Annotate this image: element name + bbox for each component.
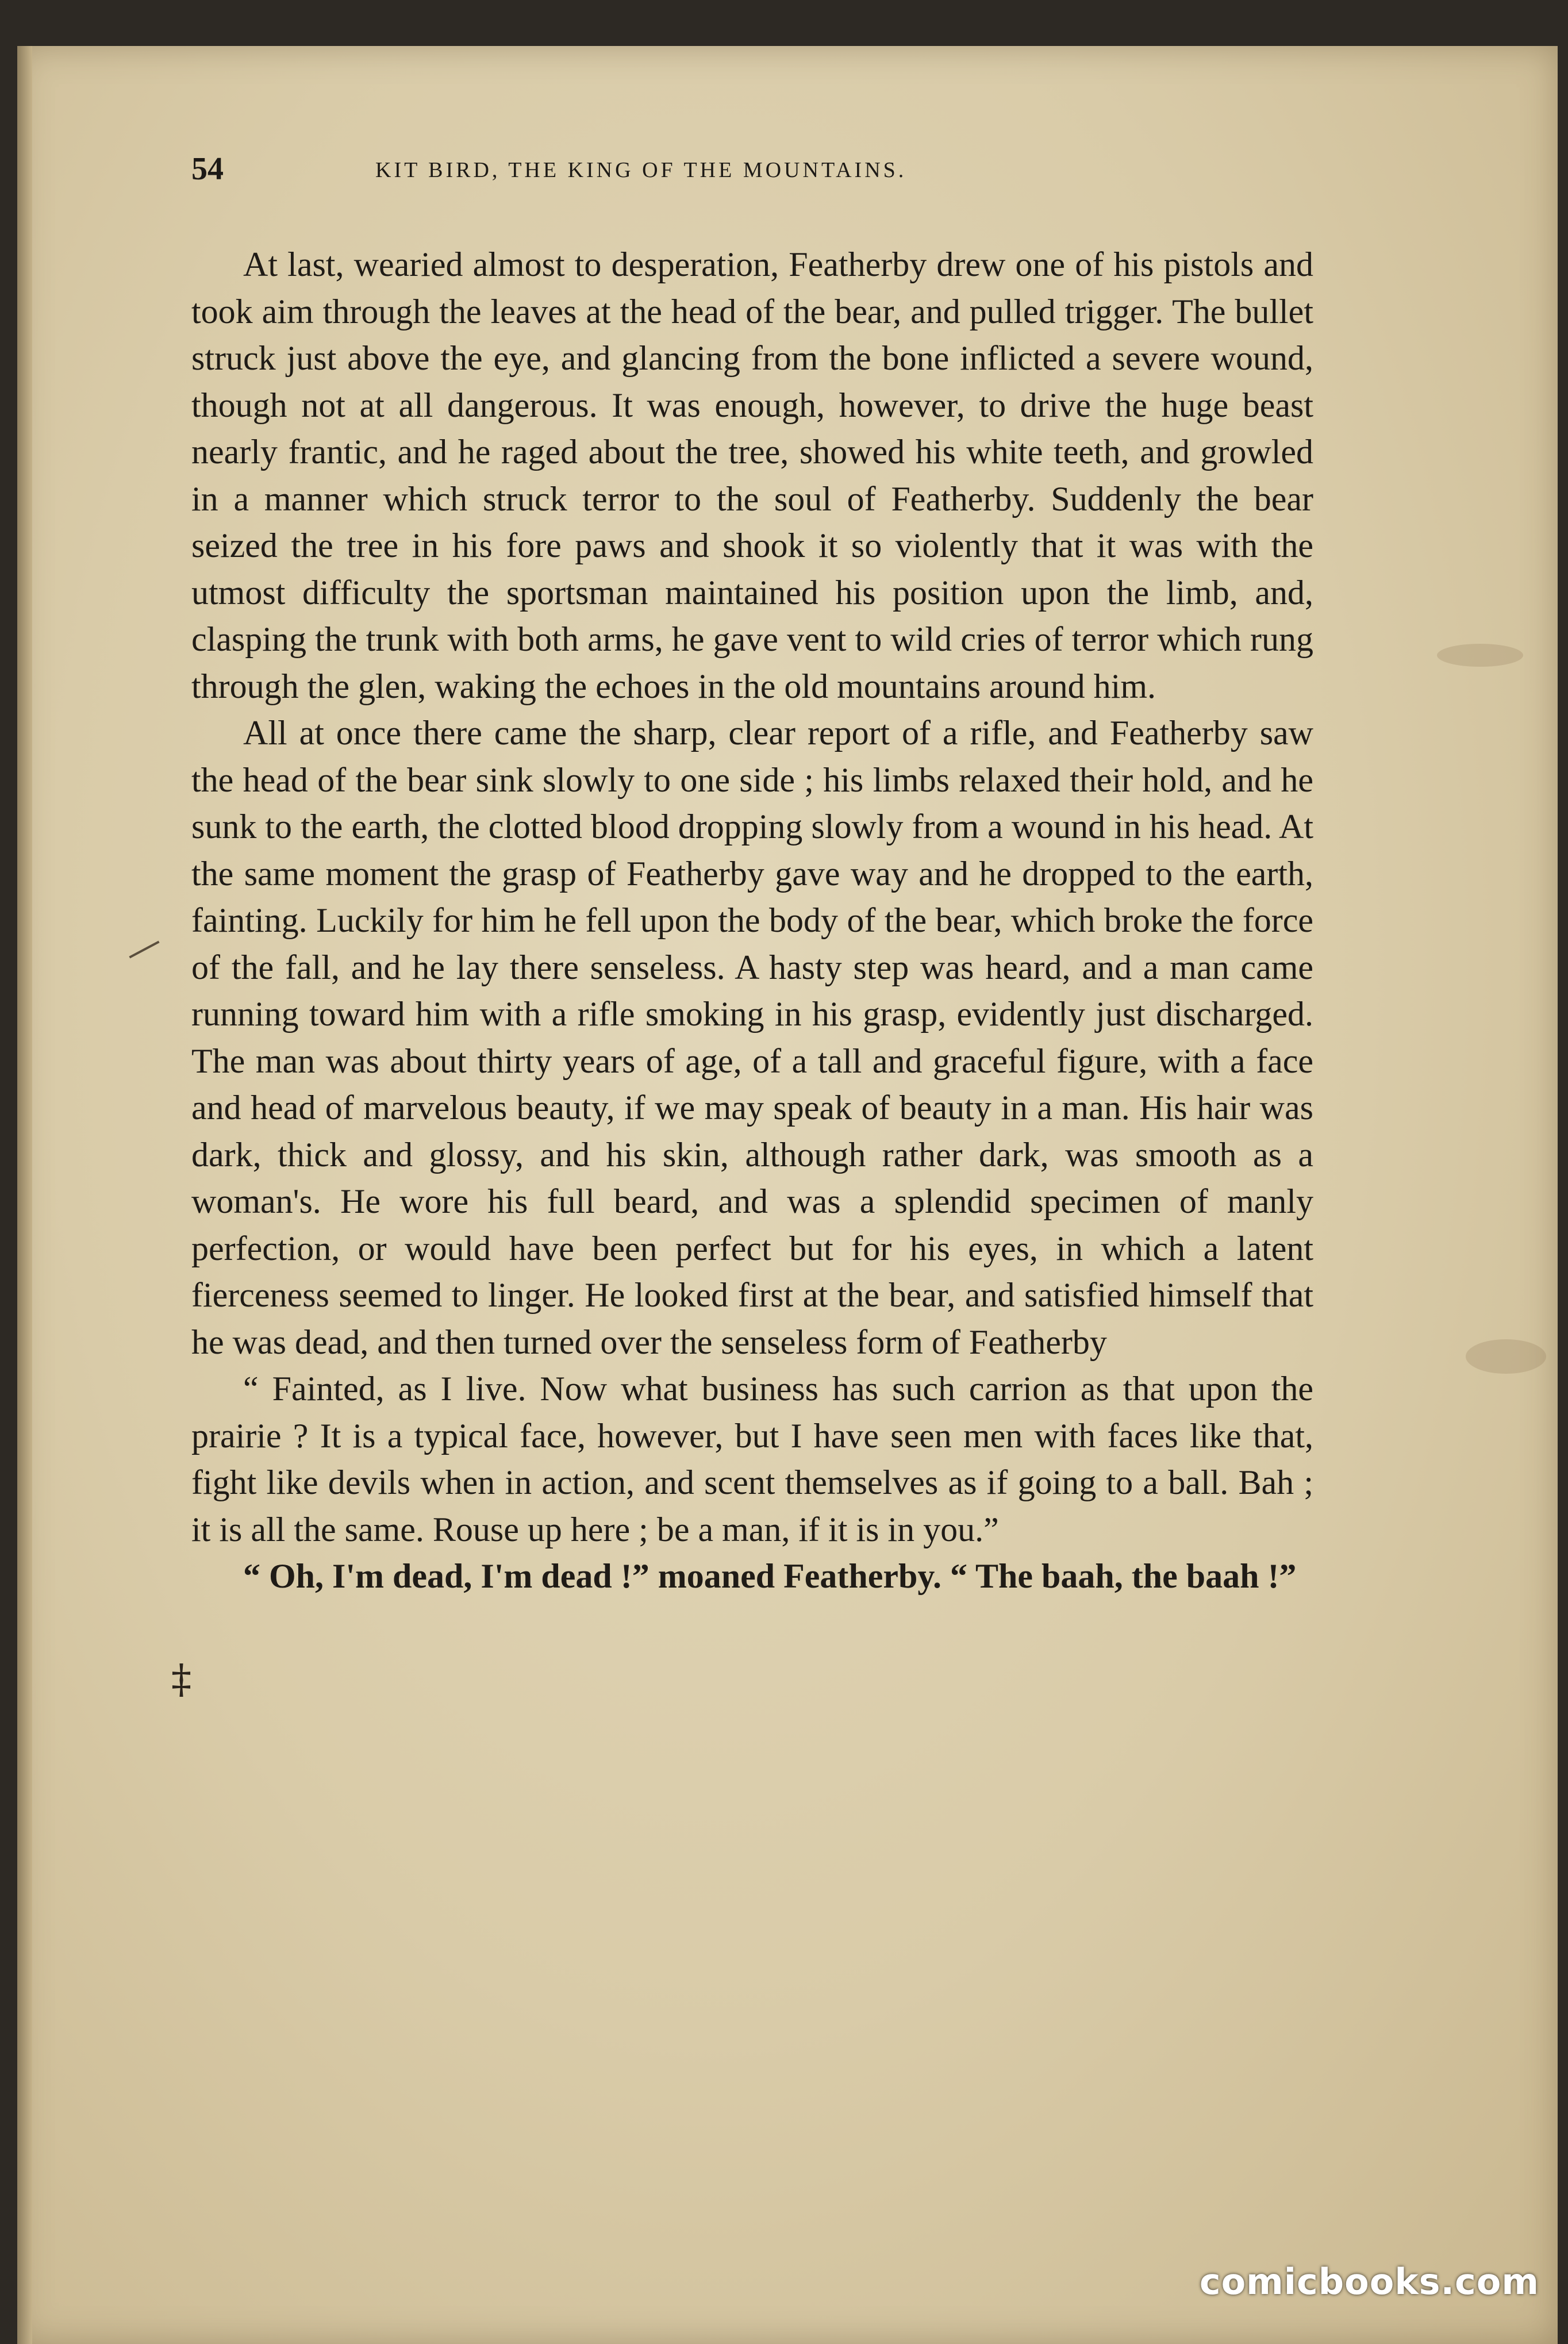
page-number: 54	[191, 151, 224, 187]
page-binding-edge	[17, 46, 32, 2344]
running-head: KIT BIRD, THE KING OF THE MOUNTAINS.	[375, 158, 907, 182]
paragraph: All at once there came the sharp, clear report of a rifle, and Featherby saw the head of the bear sink slowly to one side ; his limbs relaxed their hold, and he sunk to the earth, the clotted blood dropping slowly from a wound in his head. At the same moment the grasp of Featherby gave way and he dropped to the earth, fainting. Luckily for him he fell upon the body of the bear, which broke the force of the fall, and he lay there senseless. A hasty step was heard, and a man came running toward him with a rifle smoking in his grasp, evidently just discharged. The man was about thirty years of age, of a tall and graceful figure, with a face and head of marvelous beauty, if we may speak of beauty in a man. His hair was dark, thick and glossy, and his skin, although rather dark, was smooth as a woman's. He wore his full beard, and was a splendid specimen of manly perfection, or would have been perfect but for his eyes, in which a latent fierceness seemed to linger. He looked first at the bear, and satisfied himself that he was dead, and then turned over the senseless form of Featherby	[191, 714, 1313, 1361]
paragraph: “ Oh, I'm dead, I'm dead !” moaned Featherby. “ The baah, the baah !”	[243, 1557, 1297, 1595]
paper-stain	[1466, 1339, 1546, 1374]
body-text	[191, 241, 1313, 1600]
ink-mark: ‡	[171, 1655, 191, 1703]
watermark: comicbooks.com	[1199, 2261, 1539, 2303]
page-header	[191, 151, 1169, 197]
paragraph: “ Fainted, as I live. Now what business has such carrion as that upon the prairie ? It is a typical face, however, but I have seen men with faces like that, fight like devils when in action, and scent themselves as if going to a ball. Bah ; it is all the same. Rouse up here ; be a man, if it is in you.”	[191, 1370, 1313, 1548]
paragraph: At last, wearied almost to desperation, Featherby drew one of his pistols and took aim through the leaves at the head of the bear, and pulled trigger. The bullet struck just above the eye, and glancing from the bone inflicted a severe wound, though not at all dangerous. It was enough, however, to drive the huge beast nearly frantic, and he raged about the tree, showed his white teeth, and growled in a manner which struck terror to the soul of Featherby. Suddenly the bear seized the tree in his fore paws and shook it so violently that it was with the utmost difficulty the sportsman maintained his position upon the limb, and, clasping the trunk with both arms, he gave vent to wild cries of terror which rung through the glen, waking the echoes in the old mountains around him.	[191, 245, 1313, 705]
paper-stain	[1437, 644, 1523, 667]
